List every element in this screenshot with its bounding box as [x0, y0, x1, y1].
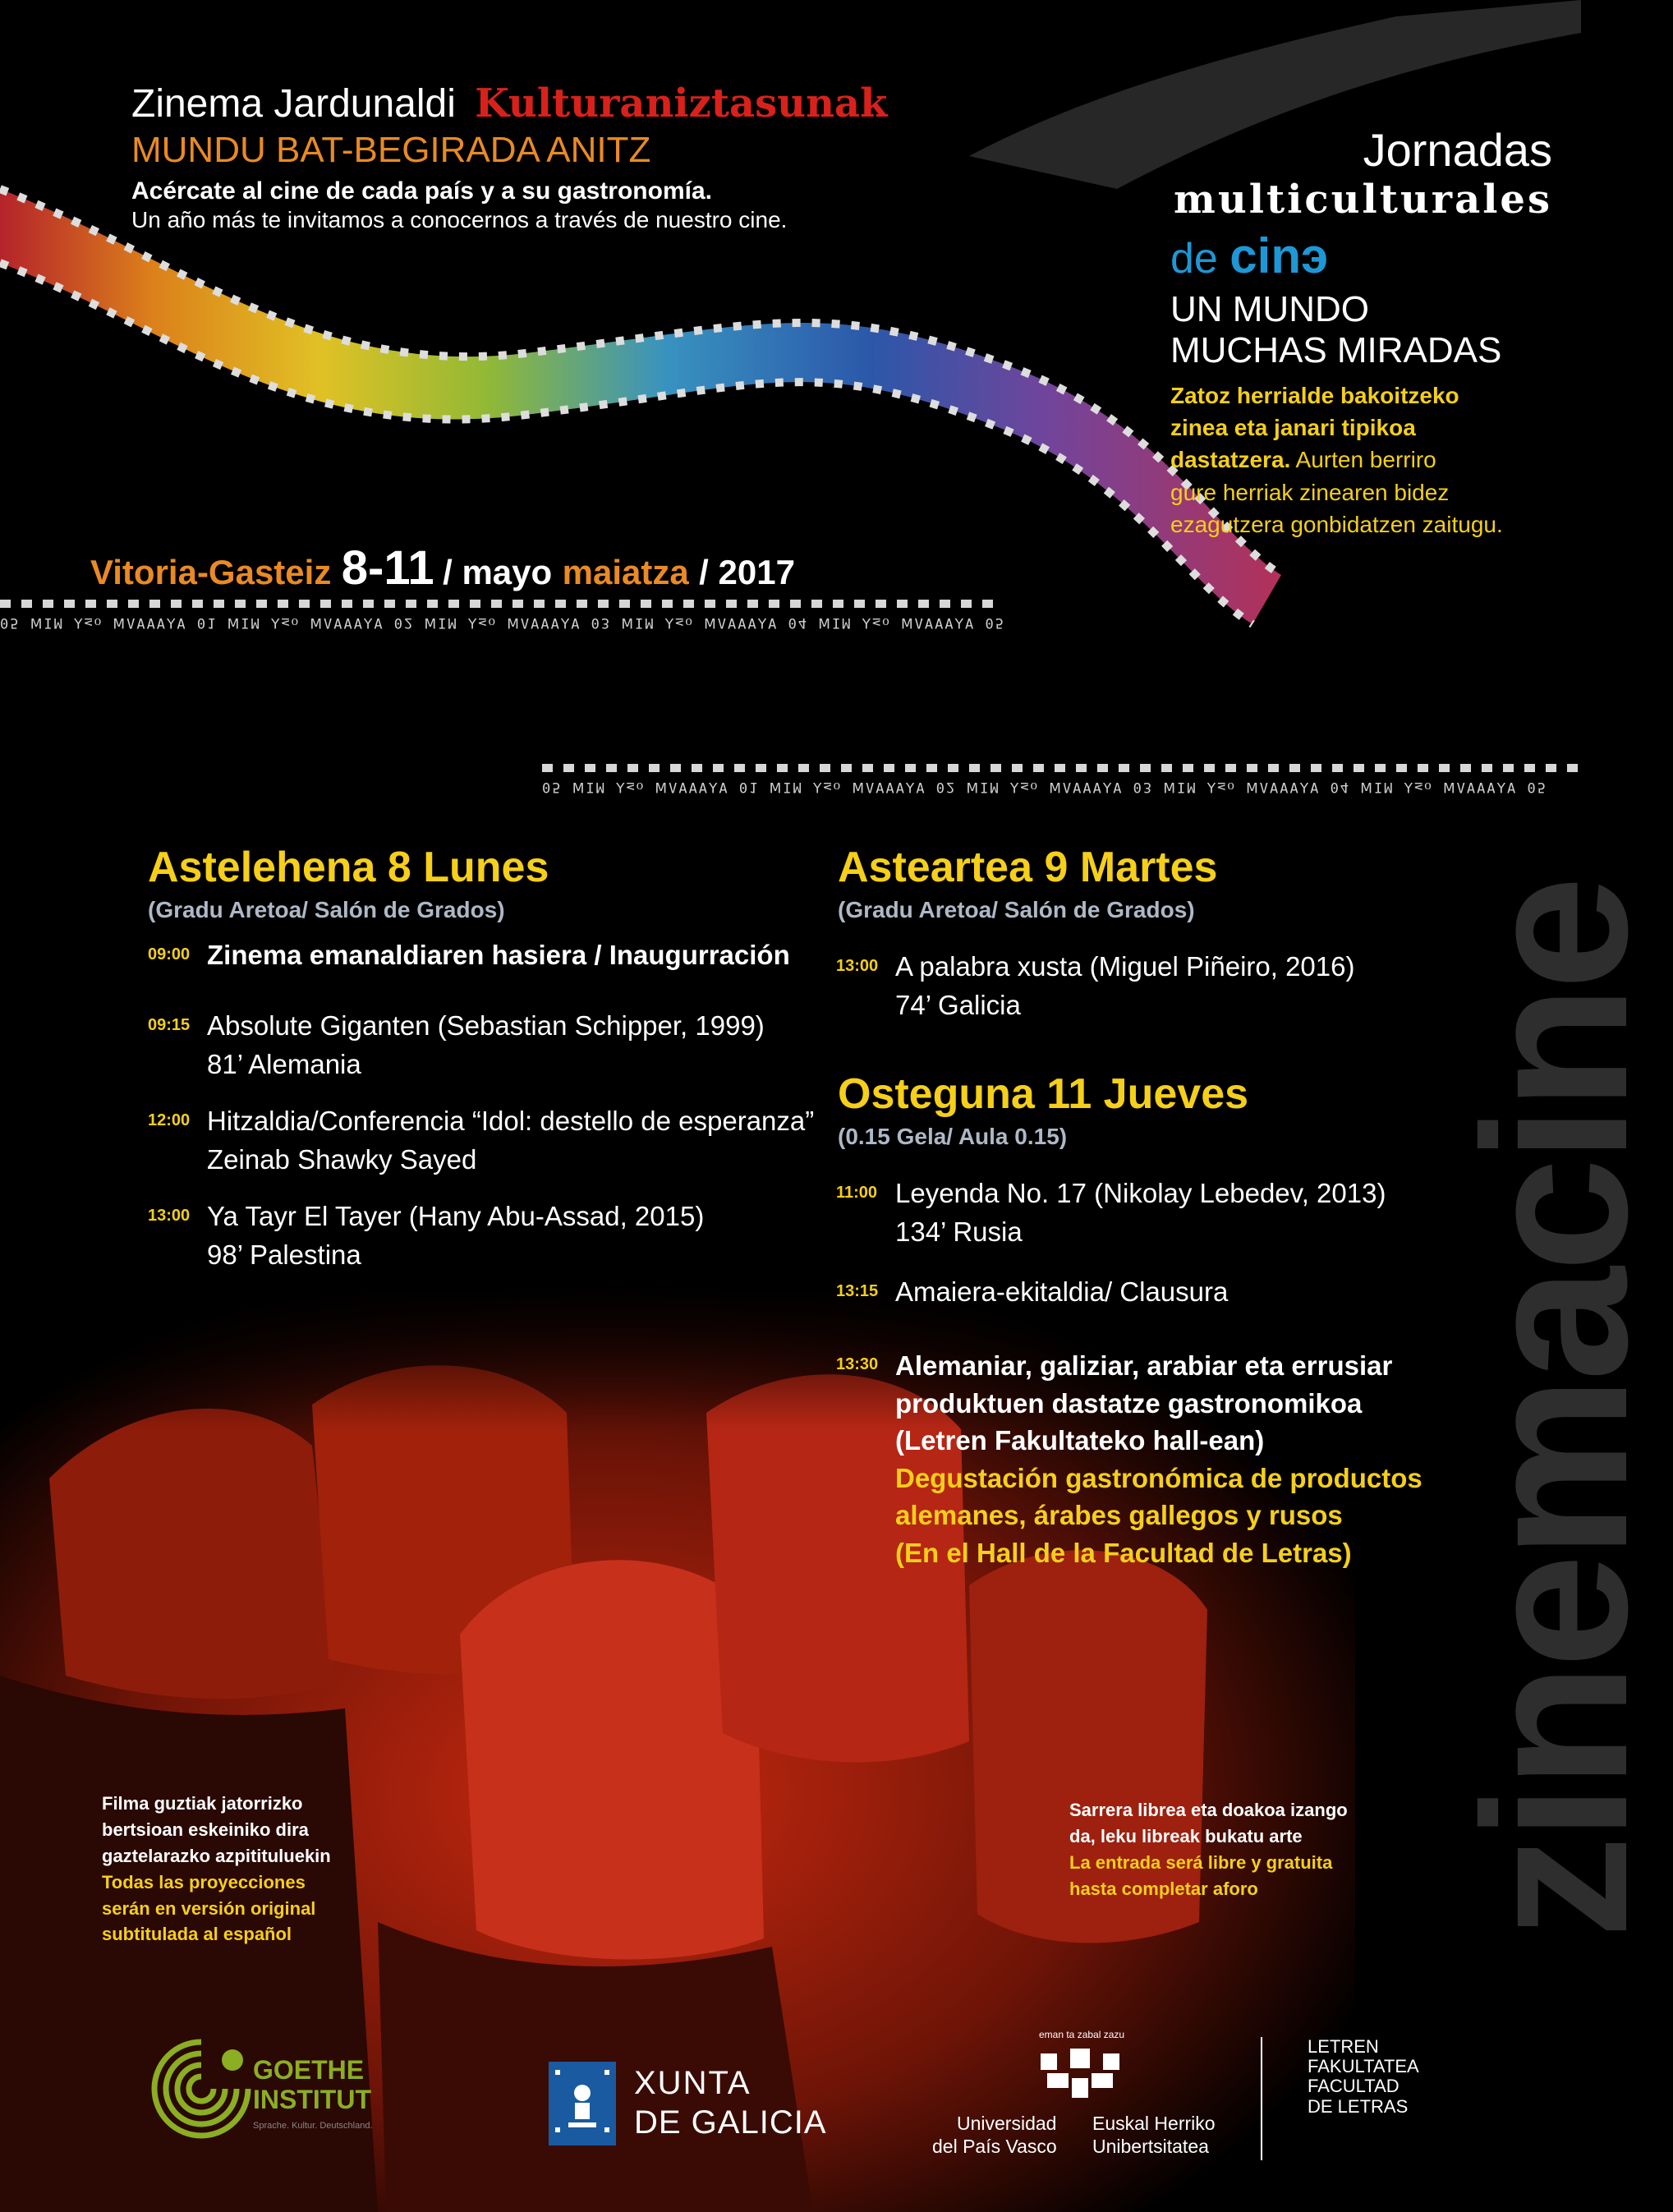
letras-logo: LETREN FAKULTATEA FACULTAD DE LETRAS: [1308, 2036, 1419, 2117]
logo-divider: [1261, 2037, 1262, 2160]
thursday-venue: (0.15 Gela/ Aula 0.15): [838, 1124, 1068, 1149]
note-right: Sarrera librea eta doakoa izango da, leku libreak bukatu arte La entrada será libre y gratuita hasta completar aforo: [1069, 1800, 1348, 1899]
monday-event-2: 09:15 Absolute Giganten (Sebastian Schipper, 1999) 81’ Alemania: [148, 1010, 765, 1079]
tuesday-day: Asteartea 9 Martes: [838, 844, 1218, 891]
eu-intro-4: gure herriak zinearen bidez: [1170, 479, 1450, 505]
es-title-de: de: [1170, 235, 1218, 283]
monday-event-4: 13:00 Ya Tayr El Tayer (Hany Abu-Assad, 2015) 98’ Palestina: [148, 1201, 705, 1270]
film-strip-middle: 05 ꟽIM ⅄≤ᴏ ꟽɅⱯⱯⱯ⅄Ɐ 01 ꟽIM ⅄≤ᴏ ꟽɅⱯⱯⱯ⅄Ɐ 02 ꟽIM ⅄≤ᴏ ꟽɅⱯⱯⱯ⅄Ɐ 03 ꟽIM ⅄≤ᴏ ꟽɅⱯⱯⱯ⅄Ɐ 04 ꟽIM ⅄≤ᴏ ꟽɅⱯⱯⱯ⅄Ɐ 05: [542, 764, 1581, 798]
es-title-cine: cinэ: [1229, 228, 1329, 283]
es-subtitle-2: MUCHAS MIRADAS: [1170, 330, 1502, 370]
intro-text: Un año más te invitamos a conocernos a través de nuestro cine.: [131, 206, 788, 232]
upv-emblem-icon: [1031, 2045, 1129, 2103]
eu-intro-bold-1: Zatoz herrialde bakoitzeko: [1170, 383, 1459, 408]
thursday-event-1: 11:00 Leyenda No. 17 (Nikolay Lebedev, 2013) 134’ Rusia: [836, 1178, 1386, 1247]
monday-day: Astelehena 8 Lunes: [148, 844, 549, 891]
eu-intro-bold-2: zinea eta janari tipikoa: [1170, 415, 1416, 441]
galicia-shield-icon: [549, 2062, 616, 2145]
intro-bold: Acércate al cine de cada país y a su gastronomía.: [131, 177, 712, 205]
goethe-emblem-icon: [148, 2035, 255, 2142]
thursday-tasting: 13:30 Alemaniar, galiziar, arabiar eta errusiar produktuen dastatze gastronomikoa (Letren Fakultateko hall-ean) Degustación gastronómica de productos alemanes, árabes gallegos y rusos (En el Hall de la Facultad de Letras): [836, 1350, 1423, 1568]
month-eu: maiatza: [562, 553, 689, 591]
thursday-event-2: 13:15 Amaiera-ekitaldia/ Clausura: [836, 1276, 1229, 1307]
upv-logo: eman ta zabal zazu Universidad del País Vasco Euskal Herriko Unibertsitatea: [932, 2029, 1216, 2157]
monday-event-3: 12:00 Hitzaldia/Conferencia “Idol: destello de esperanza” Zeinab Shawky Sayed: [148, 1106, 815, 1175]
subtitle-eu: MUNDU BAT-BEGIRADA ANITZ: [131, 129, 651, 170]
monday-venue: (Gradu Aretoa/ Salón de Grados): [148, 897, 505, 922]
tuesday-block: [838, 846, 1462, 923]
monday-event-1: 09:00 Zinema emanaldiaren hasiera / Inaugurración: [148, 940, 790, 970]
thursday-block: [838, 1070, 1462, 1150]
tuesday-event-1: 13:00 A palabra xusta (Miguel Piñeiro, 2016) 74’ Galicia: [836, 951, 1355, 1020]
tuesday-venue: (Gradu Aretoa/ Salón de Grados): [838, 897, 1195, 922]
es-title-multiculturales: multiculturales: [1174, 177, 1552, 223]
dates: 8-11: [341, 541, 434, 595]
eu-intro-5: ezagutzera gonbidatzen zaitugu.: [1170, 511, 1503, 537]
place: Vitoria-Gasteiz: [90, 553, 332, 591]
title-line: Zinema Jardunaldi: [131, 82, 456, 126]
goethe-logo: GOETHE INSTITUT Sprache. Kultur. Deutschland.: [148, 2035, 419, 2150]
header-es: [1092, 123, 1552, 540]
film-strip-top: 05 ꟽIM ⅄≤ᴏ ꟽɅⱯⱯⱯ⅄Ɐ 01 ꟽIM ⅄≤ᴏ ꟽɅⱯⱯⱯ⅄Ɐ 02 ꟽIM ⅄≤ᴏ ꟽɅⱯⱯⱯ⅄Ɐ 03 ꟽIM ⅄≤ᴏ ꟽɅⱯⱯⱯ⅄Ɐ 04 ꟽIM ⅄≤ᴏ ꟽɅⱯⱯⱯ⅄Ɐ 05: [0, 600, 994, 634]
xunta-logo: XUNTA DE GALICIA: [549, 2062, 861, 2152]
es-subtitle-1: UN MUNDO: [1170, 289, 1369, 329]
monday-block: [148, 846, 854, 923]
month-es: / mayo: [443, 553, 553, 591]
year: / 2017: [699, 553, 795, 591]
date-line: [90, 540, 795, 596]
title-decorative: Kulturaniztasunak: [475, 80, 888, 126]
eu-intro-bold-3: dastatzera.: [1170, 447, 1291, 473]
es-title-jornadas: Jornadas: [1363, 124, 1552, 176]
header-eu: [131, 82, 1076, 233]
thursday-day: Osteguna 11 Jueves: [838, 1070, 1249, 1118]
eu-intro-3: Aurten berriro: [1295, 447, 1436, 473]
note-left: Filma guztiak jatorrizko bertsioan eskeiniko dira gaztelarazko azpitituluekin Todas las proyecciones serán en versión original subtitulada al español: [102, 1793, 331, 1945]
